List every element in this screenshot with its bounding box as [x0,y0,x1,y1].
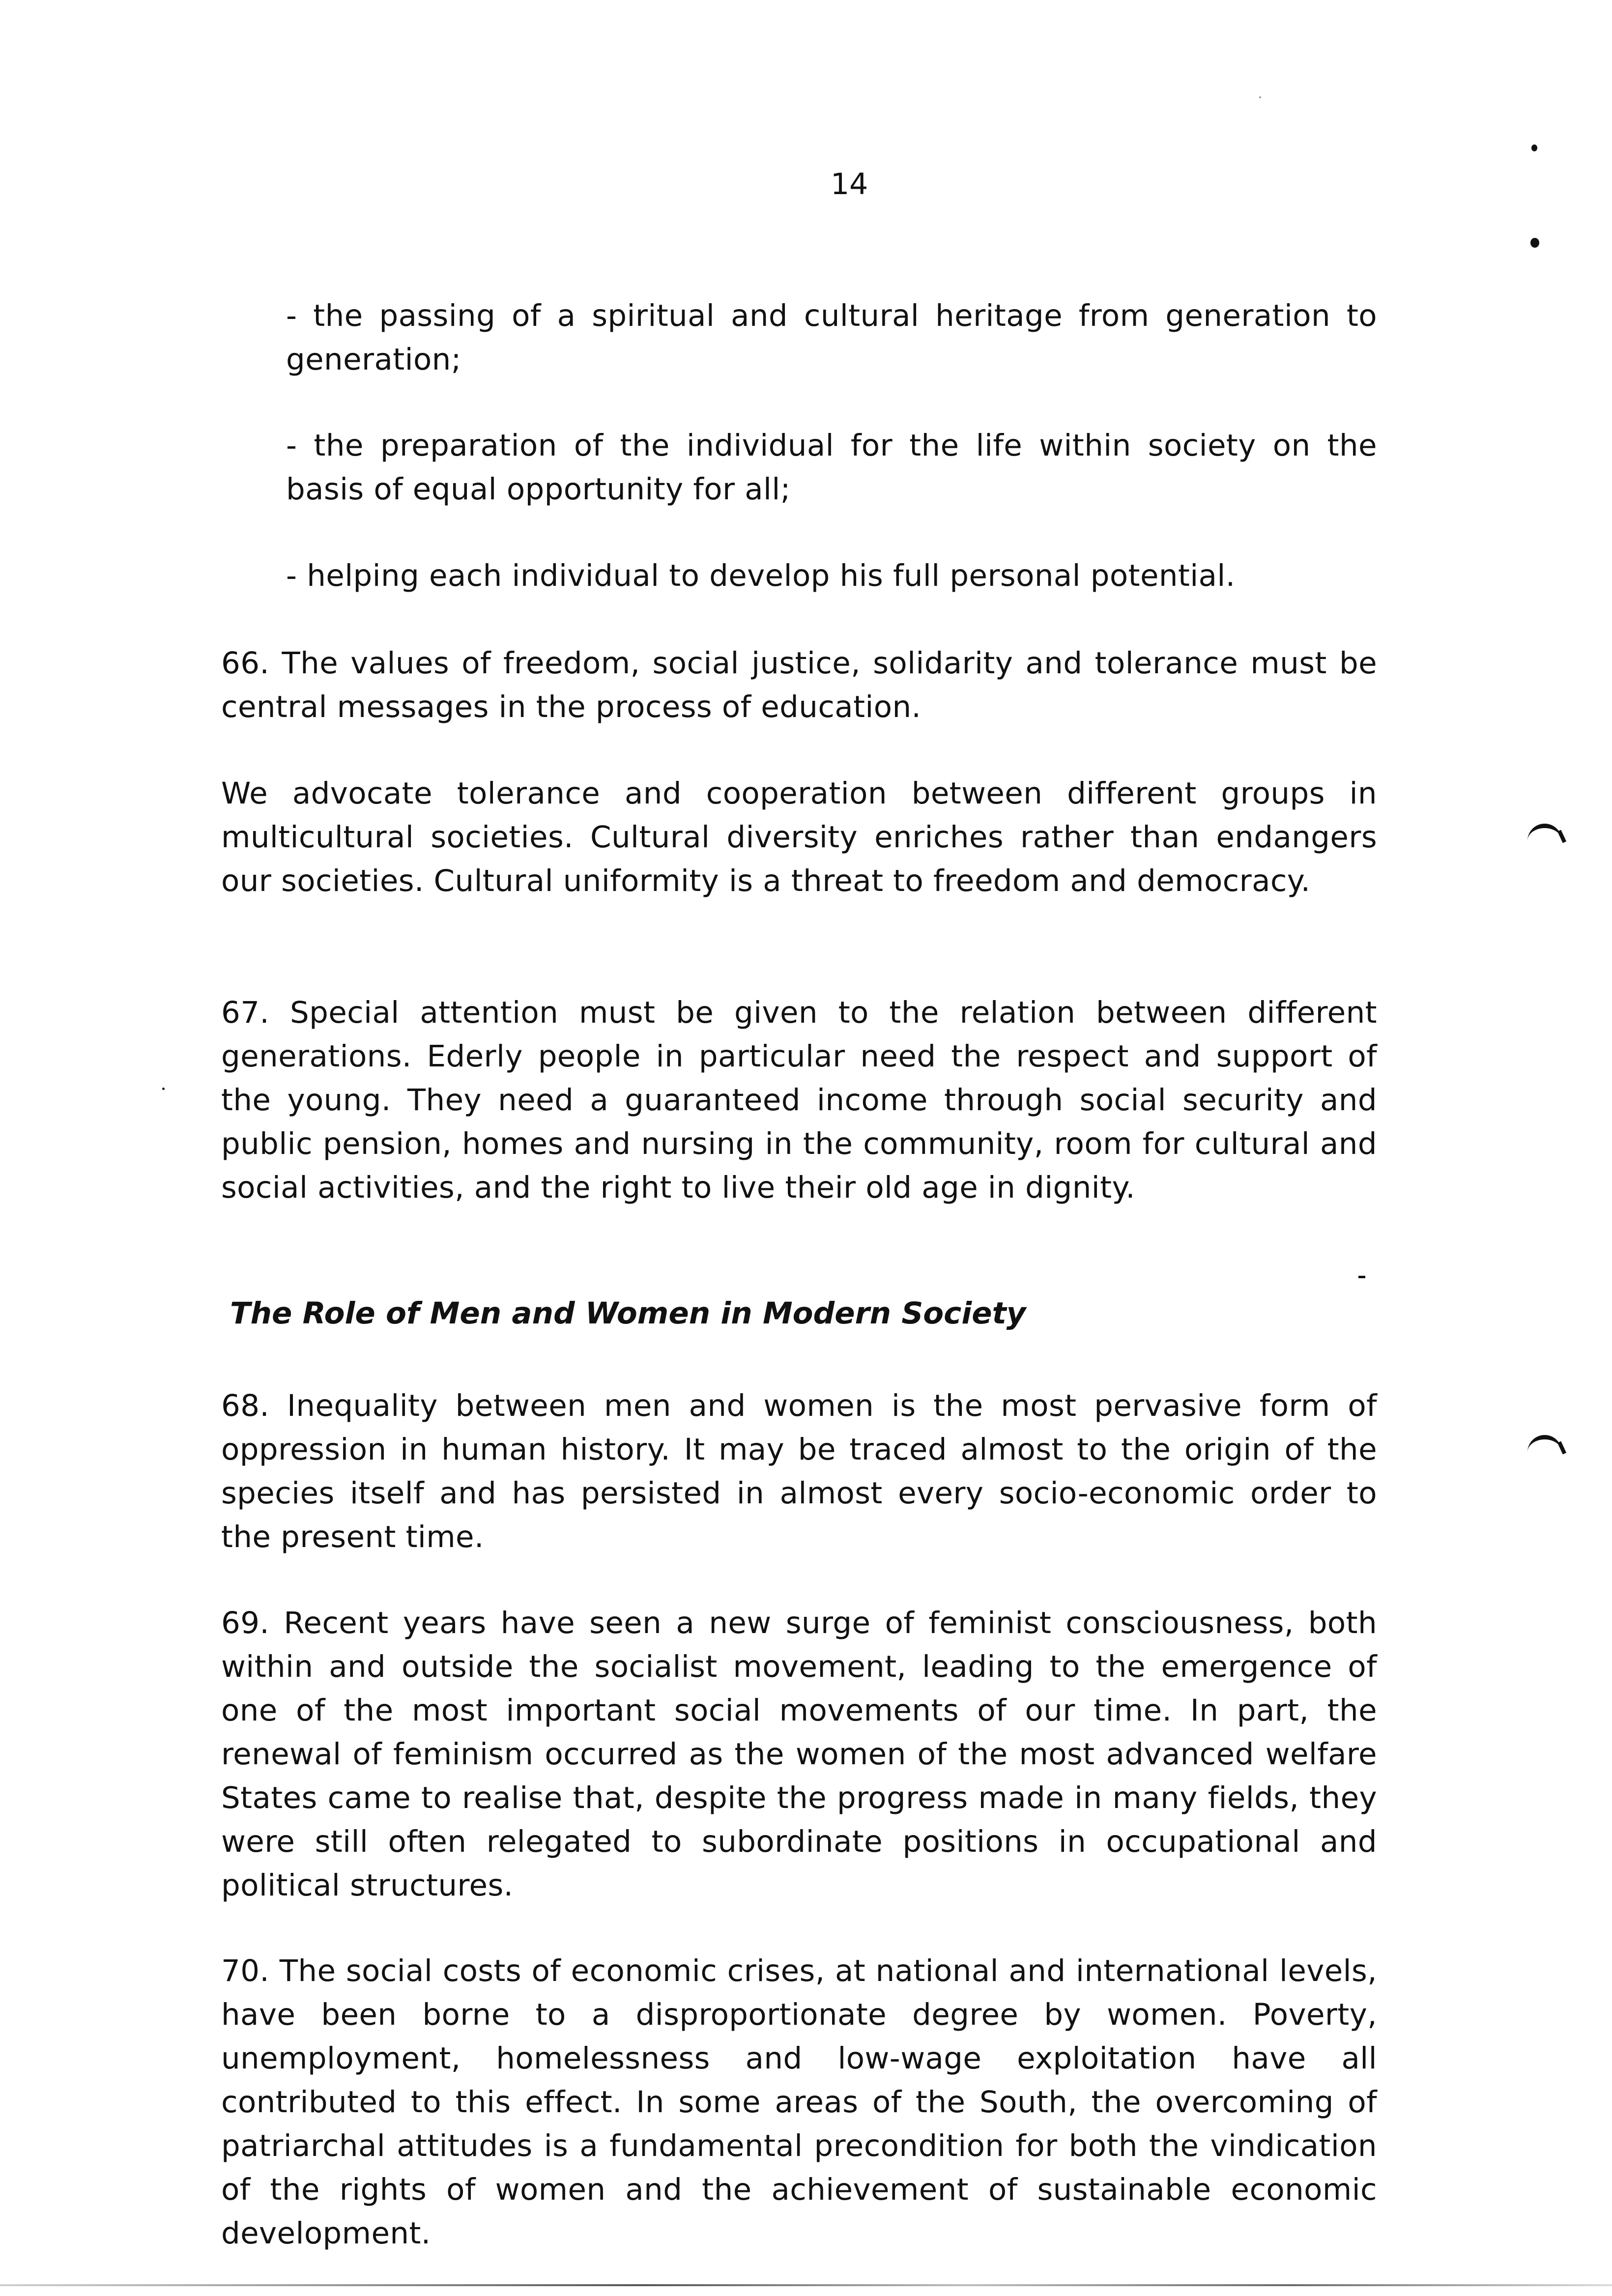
scan-dash [1358,1276,1365,1278]
bullet-potential: - helping each individual to develop his full personal potential. [286,558,1236,593]
bullet-preparation: - the preparation of the individual for the life within society on the basis of equal opportunity for all; [286,428,1377,507]
paragraph-tolerance: We advocate tolerance and cooperation between different groups in multicultural societies. Cultural diversity enriches rather than endangers our societies. Cultural uniformity is a threat to freedom and democracy. [221,776,1377,898]
paragraph-68: 68. Inequality between men and women is the most pervasive form of oppression in human history. It may be traced almost to the origin of the species itself and has persisted in almost every socio-economic order to the present time. [221,1388,1377,1554]
paragraph-70: 70. The social costs of economic crises, at national and international levels, have been borne to a disproportionate degree by women. Poverty, unemployment, homelessness and low-wage exploitation have all contributed to this effect. In some areas of the South, the overcoming of patriarchal attitudes is a fundamental precondition for both the vindication of the rights of women and the achievement of sustainable economic development. [221,1953,1377,2251]
margin-mark-arc [1527,824,1562,850]
scan-speck [1259,96,1261,98]
paragraph-66: 66. The values of freedom, social justice, solidarity and tolerance must be central messages in the process of education. [221,646,1377,724]
scan-speck-left [162,1088,165,1090]
bullet-heritage: - the passing of a spiritual and cultural heritage from generation to generation; [286,298,1377,377]
scan-mark-dot-top [1531,144,1537,151]
paragraph-69: 69. Recent years have seen a new surge of feminist consciousness, both within and outside the socialist movement, leading to the emergence of one of the most important social movements of our time. In part, the renewal of feminism occurred as the women of the most advanced welfare States came to realise that, despite the progress made in many fields, they were still often relegated to subordinate positions in occupational and political structures. [221,1606,1377,1903]
page-number: 14 [831,167,868,201]
paragraph-67: 67. Special attention must be given to the relation between different generations. Ederly people in particular need the respect and support of the young. They need a guaranteed income through social security and public pension, homes and nursing in the community, room for cultural and social activities, and the right to live their old age in dignity. [221,995,1377,1205]
margin-mark-arc-lower [1527,1435,1562,1461]
bottom-edge-line [0,2284,1612,2286]
scan-mark-dot [1530,238,1539,248]
section-heading: The Role of Men and Women in Modern Society [230,1296,1026,1331]
